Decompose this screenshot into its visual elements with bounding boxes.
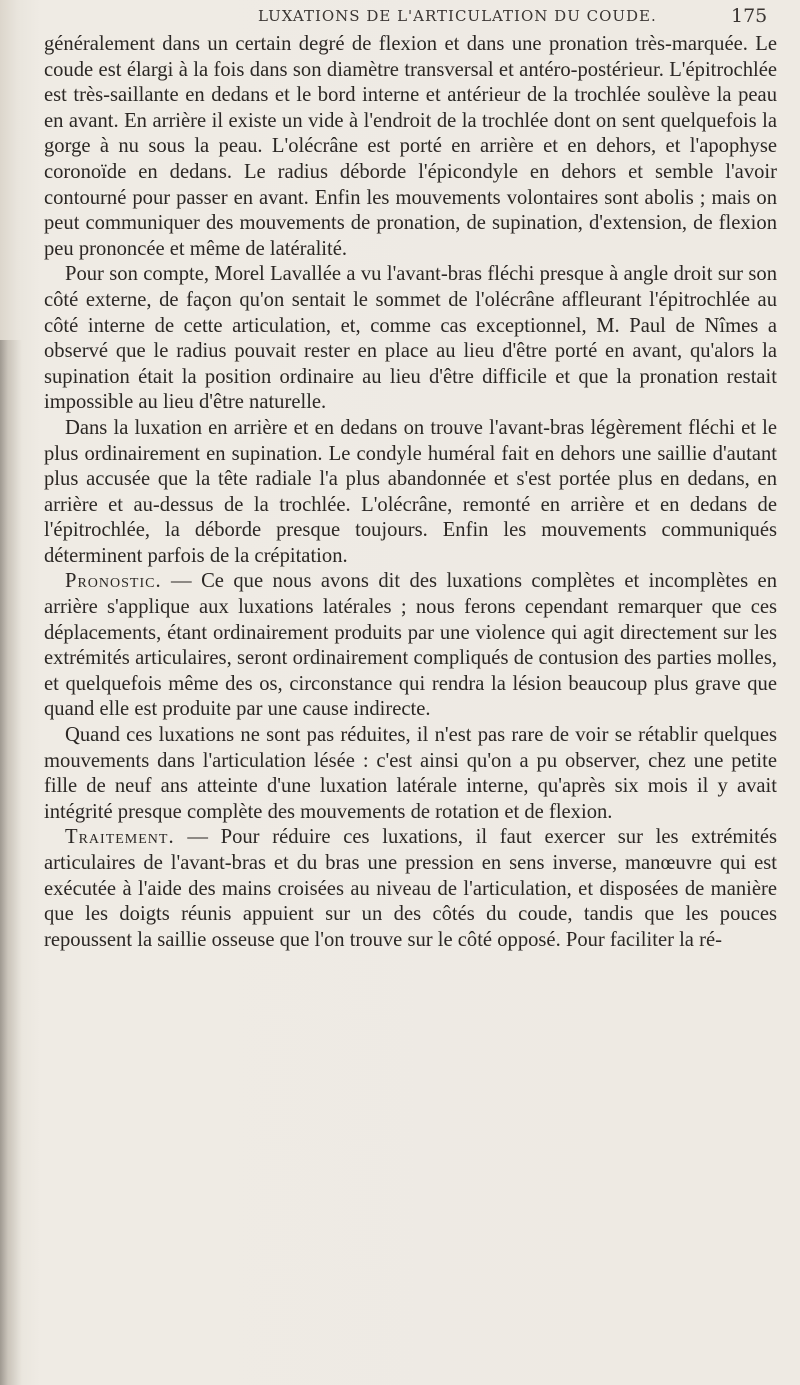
paragraph xyxy=(44,262,777,416)
binding-shadow xyxy=(0,340,22,1385)
section-lead-traitement: Traitement. xyxy=(65,826,175,849)
running-title: LUXATIONS DE L'ARTICULATION DU COUDE. xyxy=(258,7,657,25)
paragraph xyxy=(44,569,777,723)
paragraph-text: Quand ces luxations ne sont pas réduites, il n'est pas rare de voir se rétablir quelques mouvements dans l'articulation lésée : c'est ainsi qu'on a pu observer, chez une petite fille de neuf ans atteinte d'une luxation latérale interne, qu'après six mois il y avait intégrité presque complète des mouvements de rotation et de flexion. xyxy=(44,724,777,823)
paragraph-text: Dans la luxation en arrière et en dedans on trouve l'avant-bras légèrement fléchi et le plus ordinairement en supination. Le condyle huméral fait en dehors une saillie d'autant plus accusée que la tête radiale l'a plus abandonnée et s'est portée plus en dedans, en arrière et au-dessus de la trochlée. L'olécrâne, remonté en arrière et en dedans de l'épitrochlée, la déborde presque toujours. Enfin les mouvements communiqués déterminent parfois de la crépitation. xyxy=(44,416,777,567)
paragraph xyxy=(44,416,777,570)
paragraph-text: — Pour réduire ces luxations, il faut exercer sur les extrémités articulaires de l'avant-bras et du bras une pression en sens inverse, manœuvre qui est exécutée à l'aide des mains croisées au niveau de l'articulation, et disposées de manière que les doigts réunis appuient sur un des côtés du coude, tandis que les pouces repoussent la saillie osseuse que l'on trouve sur le côté opposé. Pour faciliter la ré- xyxy=(44,826,777,951)
paragraph-text: généralement dans un certain degré de flexion et dans une pronation très-marquée. Le coude est élargi à la fois dans son diamètre transversal et antéro-postérieur. L'épitrochlée est très-saillante en dedans et le bord interne et antérieur de la trochlée soulève la peau en avant. En arrière il existe un vide à l'endroit de la trochlée dont on sent quelquefois la gorge à nu sous la peau. L'olécrâne est porté en arrière et en dehors, et l'apophyse coronoïde en dedans. Le radius déborde l'épicondyle en dehors et semble l'avoir contourné pour passer en avant. Enfin les mouvements volontaires sont abolis ; mais on peut communiquer des mouvements de pronation, de supination, d'extension, de flexion peu prononcée et même de latéralité. xyxy=(44,33,777,260)
paragraph xyxy=(44,723,777,825)
page-number: 175 xyxy=(731,5,768,27)
paragraph xyxy=(44,32,777,262)
paragraph-text: Pour son compte, Morel Lavallée a vu l'avant-bras fléchi presque à angle droit sur son côté externe, de façon qu'on sentait le sommet de l'olécrâne affleurant l'épitrochlée au côté interne de cette articulation, et, comme cas exceptionnel, M. Paul de Nîmes a observé que le radius pouvait rester en place au lieu d'être porté en avant, qu'alors la supination était la position ordinaire au lieu d'être difficile et que la pronation restait impossible au lieu d'être naturelle. xyxy=(44,263,777,414)
body-text xyxy=(44,32,777,953)
paragraph-text: — Ce que nous avons dit des luxations complètes et incomplètes en arrière s'applique aux luxations latérales ; nous ferons cependant remarquer que ces déplacements, étant ordinairement produits par une violence qui agit directement sur les extrémités articulaires, seront ordinairement compliqués de contusion des parties molles, et quelquefois même des os, circonstance qui rendra la lésion beaucoup plus grave que quand elle est produite par une cause indirecte. xyxy=(44,570,777,721)
section-lead-pronostic: Pronostic. xyxy=(65,570,162,593)
paragraph xyxy=(44,825,777,953)
